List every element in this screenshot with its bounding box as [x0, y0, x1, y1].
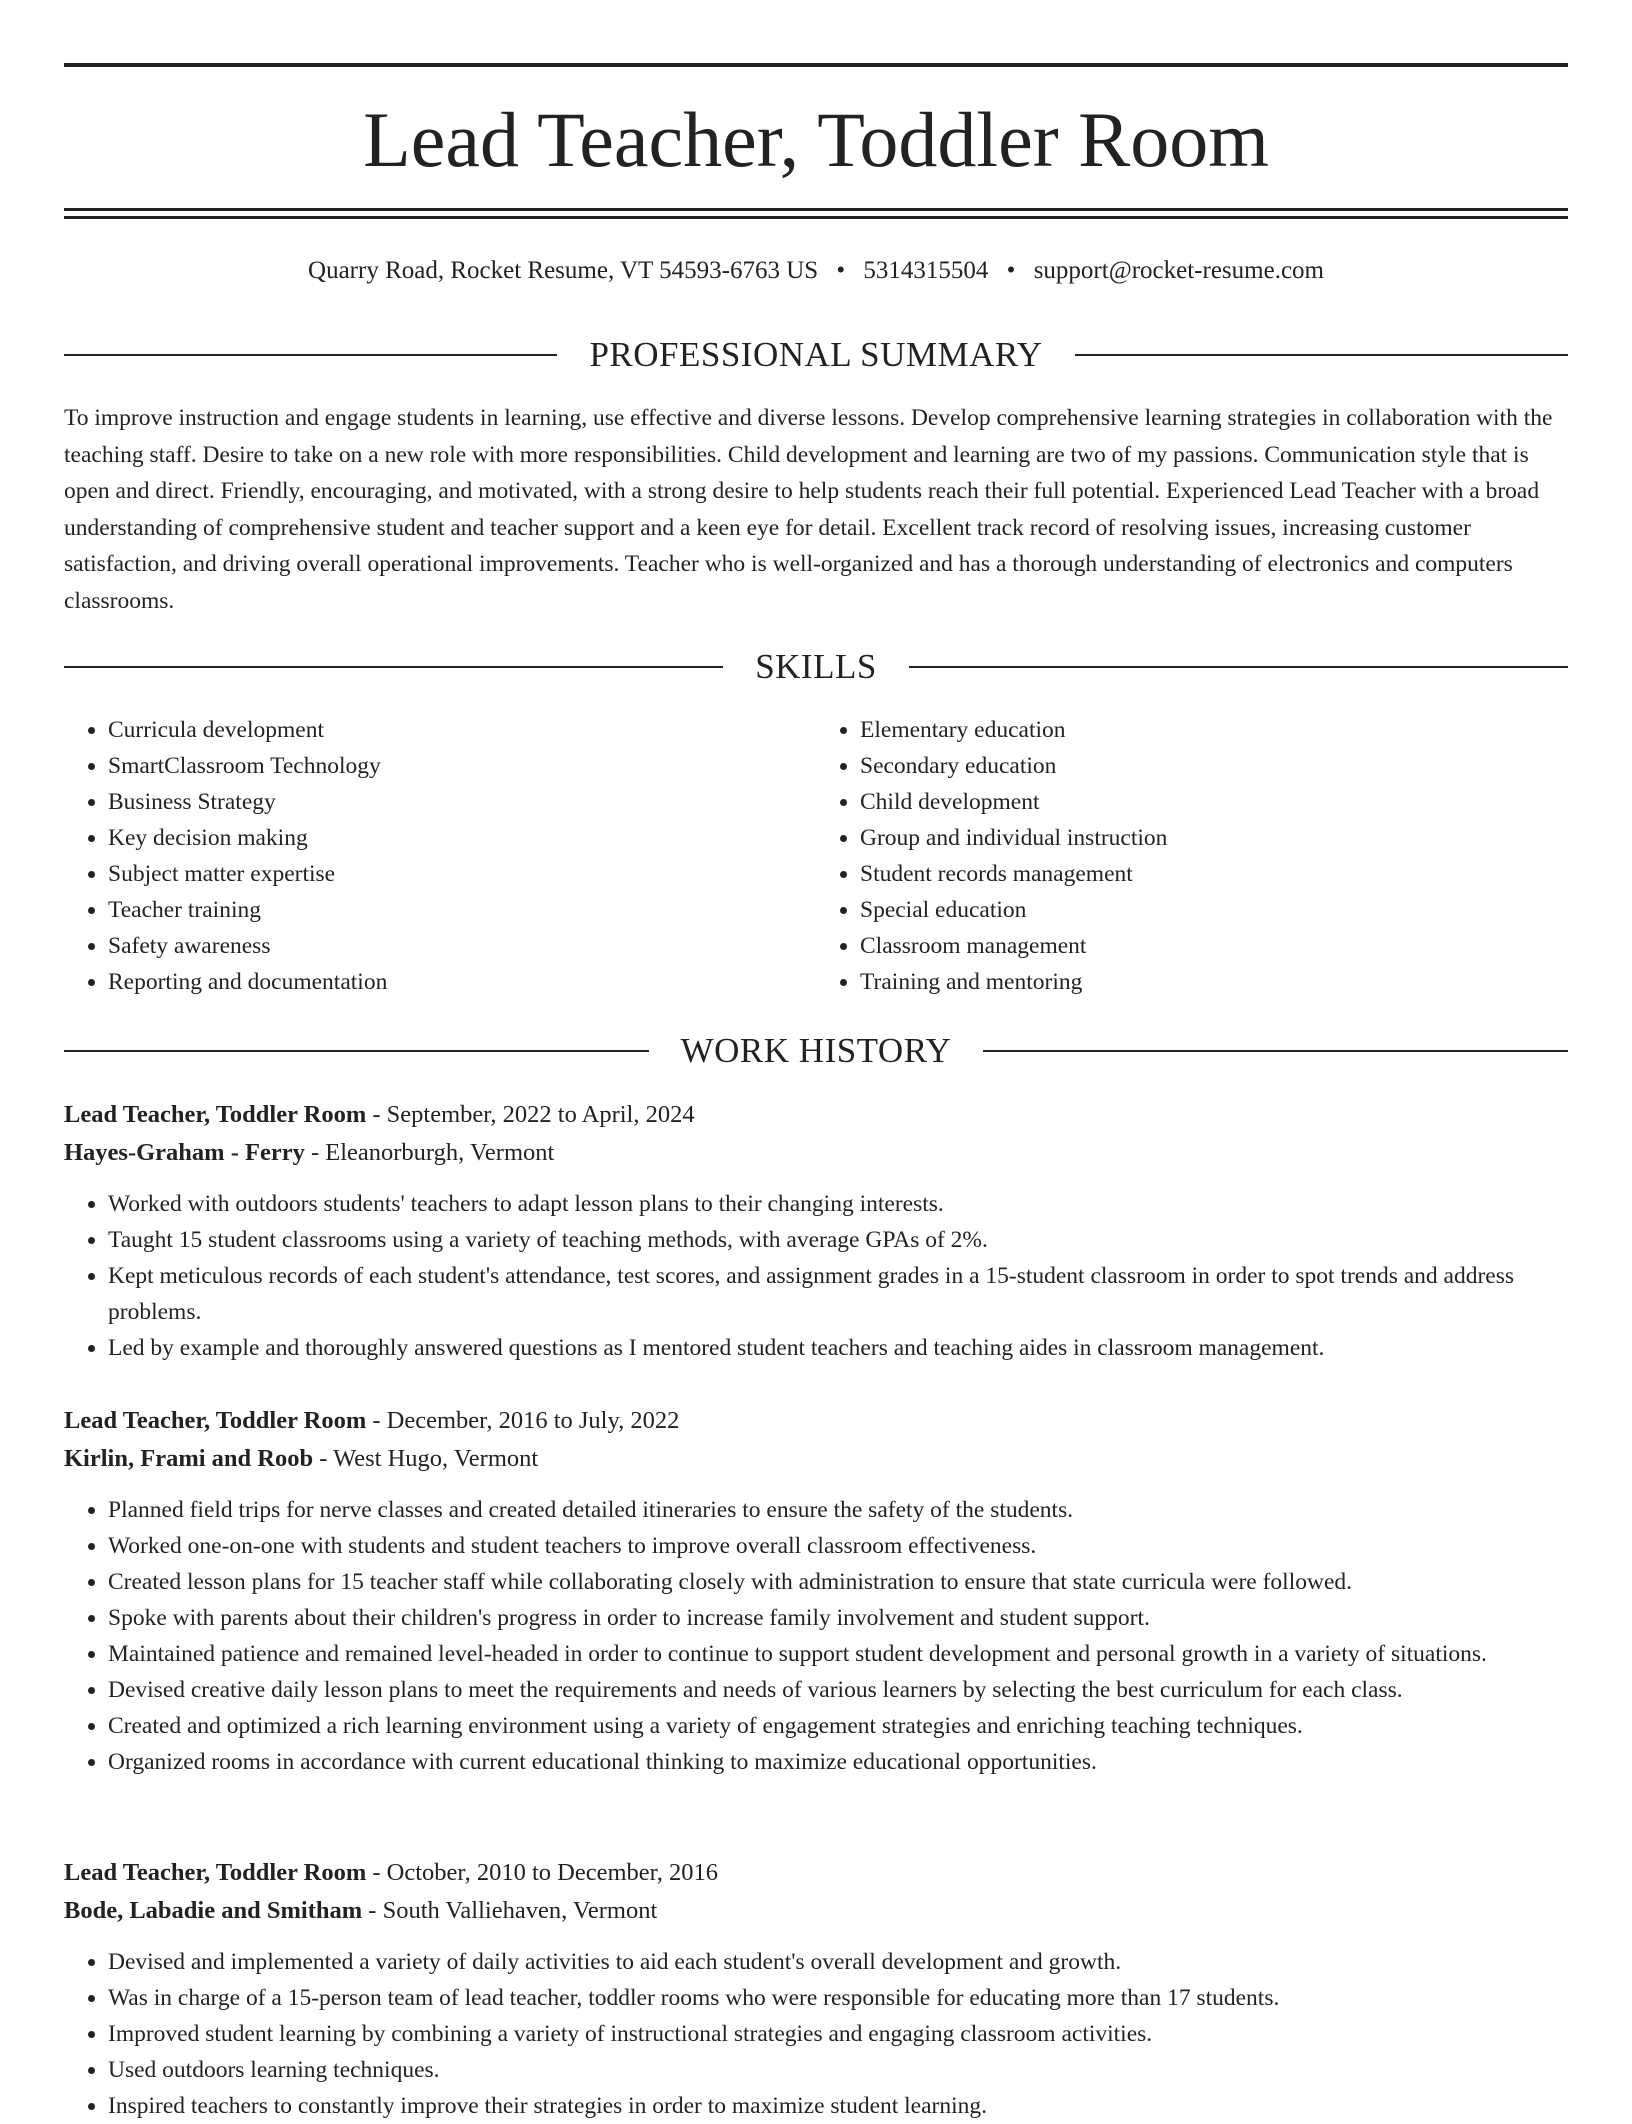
job-bullets: [64, 1186, 1568, 1366]
name-rule-upper: [64, 208, 1568, 211]
job-dates: - December, 2016 to July, 2022: [366, 1407, 680, 1434]
job-company: Hayes-Graham - Ferry: [64, 1139, 305, 1166]
skill-item: • Key decision making: [108, 820, 816, 856]
contact-address: Quarry Road, Rocket Resume, VT 54593-6763 US: [308, 257, 819, 284]
skill-item: • Student records management: [860, 856, 1568, 892]
job-title-line: [64, 1096, 1568, 1134]
heading-rule-right: [909, 666, 1568, 668]
job-title-line: [64, 1854, 1568, 1892]
heading-rule-left: [64, 666, 723, 668]
skills-heading: [64, 645, 1568, 689]
skill-item: • Safety awareness: [108, 928, 816, 964]
heading-rule-right: [1075, 354, 1568, 356]
job-company-line: [64, 1440, 1568, 1478]
work-heading: [64, 1029, 1568, 1073]
job-entry: [64, 1854, 1568, 2124]
job-bullet: • Maintained patience and remained level-headed in order to continue to support student development and personal growth in a variety of situations.: [108, 1636, 1568, 1672]
skill-item: • Subject matter expertise: [108, 856, 816, 892]
job-company: Bode, Labadie and Smitham: [64, 1897, 363, 1924]
job-location: - West Hugo, Vermont: [313, 1445, 539, 1472]
job-bullet: • Spoke with parents about their children's progress in order to increase family involvement and student support.: [108, 1600, 1568, 1636]
resume-name: Lead Teacher, Toddler Room: [363, 96, 1269, 183]
job-bullet: • Created lesson plans for 15 teacher staff while collaborating closely with administration to ensure that state curricula were followed.: [108, 1564, 1568, 1600]
skills-list: [64, 712, 1568, 1000]
job-bullet: • Organized rooms in accordance with current educational thinking to maximize educational opportunities.: [108, 1744, 1568, 1780]
skill-item: • Elementary education: [860, 712, 1568, 748]
work-title: WORK HISTORY: [680, 1031, 952, 1070]
summary-title: PROFESSIONAL SUMMARY: [589, 335, 1043, 374]
job-bullets: [64, 1492, 1568, 1780]
job-bullet: • Created and optimized a rich learning environment using a variety of engagement strategies and enriching teaching techniques.: [108, 1708, 1568, 1744]
job-title-line: [64, 1402, 1568, 1440]
job-title: Lead Teacher, Toddler Room: [64, 1407, 367, 1434]
skill-item: • Teacher training: [108, 892, 816, 928]
heading-rule-right: [983, 1050, 1568, 1052]
job-bullet: • Worked one-on-one with students and student teachers to improve overall classroom effectiveness.: [108, 1528, 1568, 1564]
job-dates: - September, 2022 to April, 2024: [366, 1101, 695, 1128]
job-location: - Eleanorburgh, Vermont: [304, 1139, 555, 1166]
job-bullet: • Devised and implemented a variety of daily activities to aid each student's overall development and growth.: [108, 1944, 1568, 1980]
job-entry: [64, 1402, 1568, 1780]
skill-item: • Group and individual instruction: [860, 820, 1568, 856]
job-bullet: • Worked with outdoors students' teachers to adapt lesson plans to their changing interests.: [108, 1186, 1568, 1222]
skill-item: • Business Strategy: [108, 784, 816, 820]
job-bullet: • Taught 15 student classrooms using a variety of teaching methods, with average GPAs of 2%.: [108, 1222, 1568, 1258]
contact-email[interactable]: support@rocket-resume.com: [1033, 257, 1324, 284]
contact-phone: 5314315504: [863, 257, 989, 284]
job-bullet: • Inspired teachers to constantly improve their strategies in order to maximize student learning.: [108, 2088, 1568, 2124]
job-entry: [64, 1096, 1568, 1366]
job-company-line: [64, 1892, 1568, 1930]
skill-item: • Reporting and documentation: [108, 964, 816, 1000]
job-bullet: • Kept meticulous records of each student's attendance, test scores, and assignment grades in a 15-student classroom in order to spot trends and address problems.: [108, 1258, 1568, 1330]
summary-heading: [64, 333, 1568, 377]
skill-item: • Secondary education: [860, 748, 1568, 784]
skill-item: • Training and mentoring: [860, 964, 1568, 1000]
job-bullet: • Improved student learning by combining a variety of instructional strategies and engaging classroom activities.: [108, 2016, 1568, 2052]
heading-rule-left: [64, 354, 557, 356]
name-rule-lower: [64, 216, 1568, 219]
contact-separator: •: [1006, 257, 1016, 284]
top-rule: [64, 63, 1568, 67]
job-title: Lead Teacher, Toddler Room: [64, 1859, 367, 1886]
job-dates: - October, 2010 to December, 2016: [366, 1859, 719, 1886]
skills-title: SKILLS: [755, 647, 877, 686]
job-bullet: • Led by example and thoroughly answered questions as I mentored student teachers and teaching aides in classroom management.: [108, 1330, 1568, 1366]
job-bullet: • Devised creative daily lesson plans to meet the requirements and needs of various learners by selecting the best curriculum for each class.: [108, 1672, 1568, 1708]
job-bullet: • Used outdoors learning techniques.: [108, 2052, 1568, 2088]
summary-text: To improve instruction and engage students in learning, use effective and diverse lessons. Develop comprehensive learning strategies in collaboration with the teaching staff. Desire to take on a new role with more responsibilities. Child development and learning are two of my passions. Communication style that is open and direct. Friendly, encouraging, and motivated, with a strong desire to help students reach their full potential. Experienced Lead Teacher with a broad understanding of comprehensive student and teacher support and a keen eye for detail. Excellent track record of resolving issues, increasing customer satisfaction, and driving overall operational improvements. Teacher who is well-organized and has a thorough understanding of electronics and computers classrooms.: [64, 405, 1553, 614]
skill-item: • Child development: [860, 784, 1568, 820]
job-bullet: • Was in charge of a 15-person team of lead teacher, toddler rooms who were responsible for educating more than 17 students.: [108, 1980, 1568, 2016]
contact-line: [64, 254, 1568, 288]
skill-item: • Curricula development: [108, 712, 816, 748]
job-bullets: [64, 1944, 1568, 2124]
job-bullet: • Planned field trips for nerve classes and created detailed itineraries to ensure the safety of the students.: [108, 1492, 1568, 1528]
job-location: - South Valliehaven, Vermont: [362, 1897, 658, 1924]
skills-column-left: [64, 712, 816, 1000]
skill-item: • Special education: [860, 892, 1568, 928]
job-title: Lead Teacher, Toddler Room: [64, 1101, 367, 1128]
heading-rule-left: [64, 1050, 649, 1052]
job-company-line: [64, 1134, 1568, 1172]
skill-item: • SmartClassroom Technology: [108, 748, 816, 784]
skills-column-right: [816, 712, 1568, 1000]
skill-item: • Classroom management: [860, 928, 1568, 964]
job-company: Kirlin, Frami and Roob: [64, 1445, 314, 1472]
contact-separator: •: [836, 257, 846, 284]
